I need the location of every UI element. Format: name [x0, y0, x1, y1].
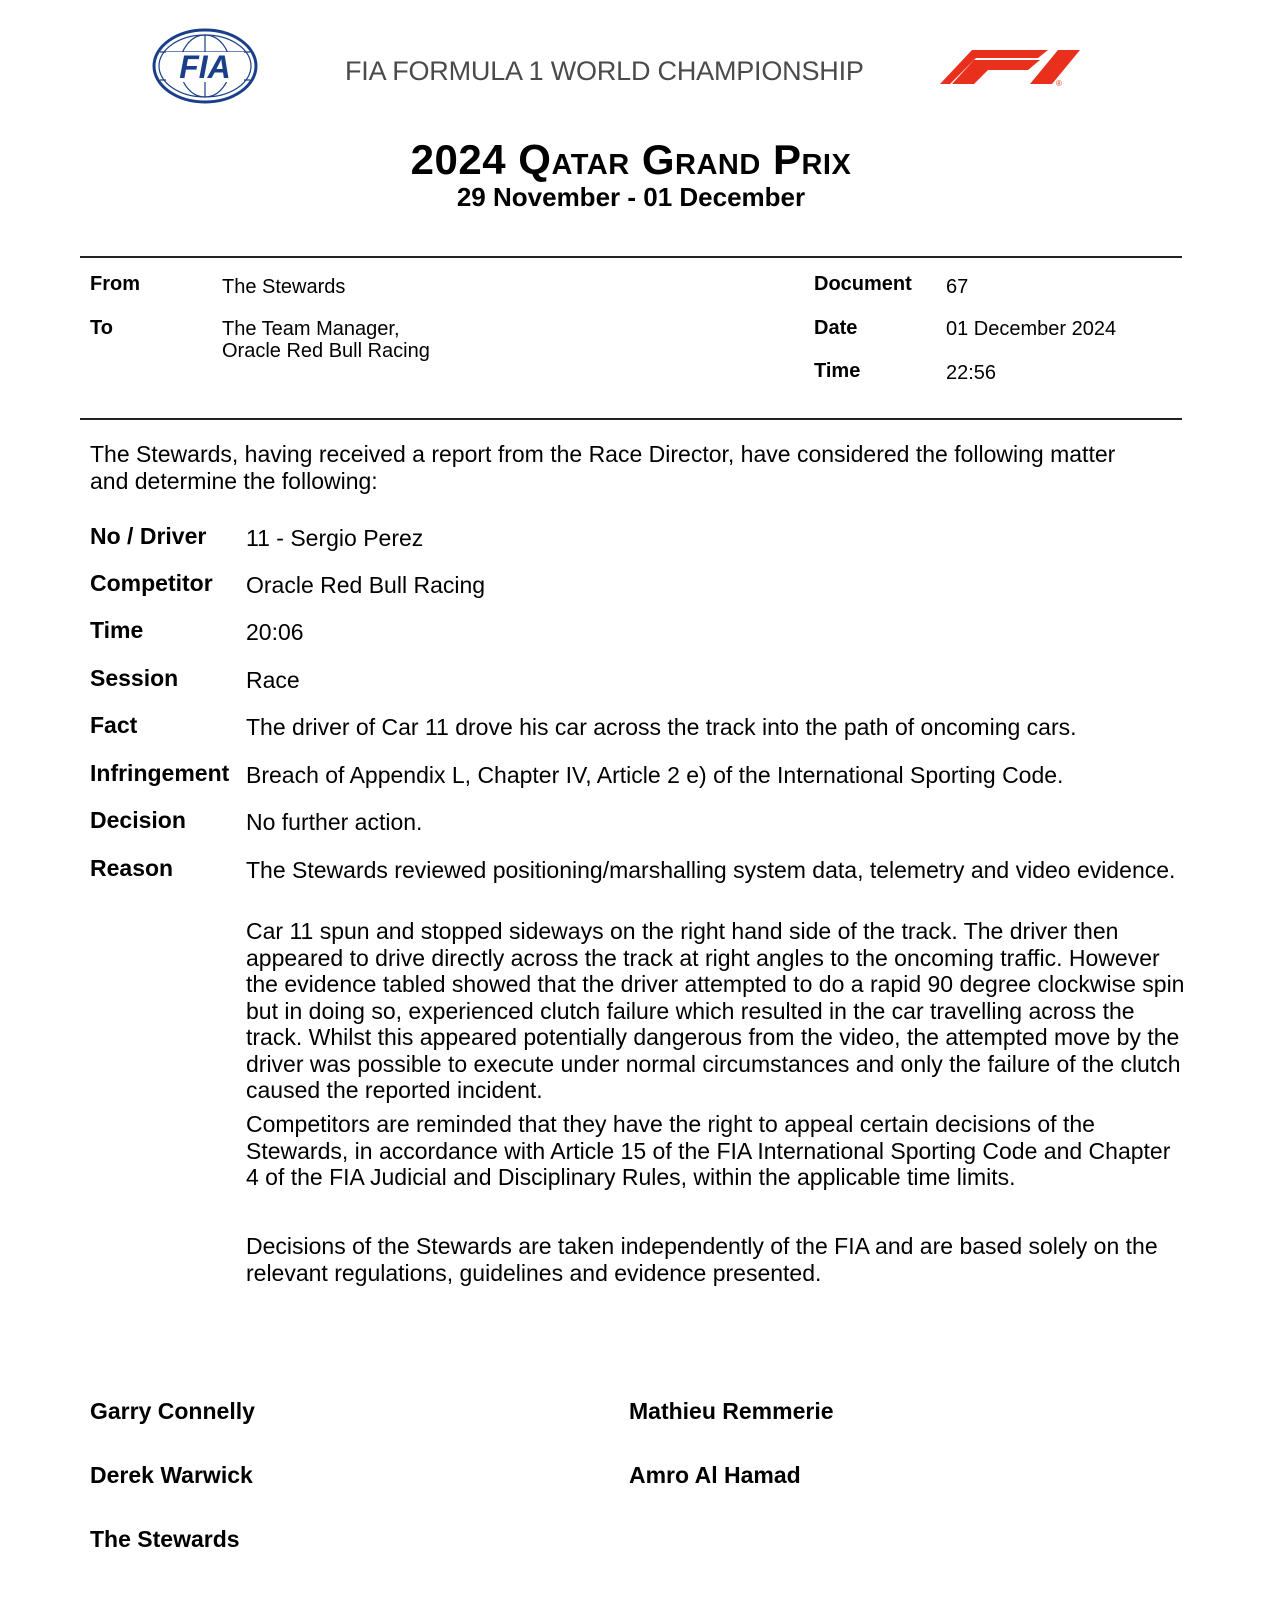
reason-paragraph: Car 11 spun and stopped sideways on the right hand side of the track. The driver then appeared to drive directly across the track at right angles to the oncoming traffic. However the evidence tabled showed that the driver attempted to do a rapid 90 degree clockwise spin but in doing so, experienced clutch failure which resulted in the car travelling across the track. Whilst this appeared potentially dangerous from the video, the attempted move by the driver was possible to execute under normal circumstances and only the failure of the clutch caused the reported incident. [246, 918, 1185, 1103]
infringement-label: Infringement [90, 760, 230, 786]
fia-logo [152, 28, 258, 104]
event-year: 2024 [410, 136, 507, 183]
driver-label: No / Driver [90, 523, 207, 549]
fact-label: Fact [90, 712, 138, 738]
steward-name: Amro Al Hamad [629, 1462, 801, 1488]
event-name: Qatar Grand Prix [518, 136, 852, 183]
from-label: From [90, 273, 140, 295]
f1-logo [930, 44, 1082, 88]
infringement-value: Breach of Appendix L, Chapter IV, Article 2 e) of the International Sporting Code. [246, 762, 1064, 788]
steward-name: Garry Connelly [90, 1398, 255, 1424]
to-label: To [90, 317, 113, 339]
decision-label: Decision [90, 807, 186, 833]
svg-text:®: ® [1056, 79, 1062, 88]
document-label: Document [814, 273, 912, 295]
incident-time-label: Time [90, 617, 144, 643]
competitor-label: Competitor [90, 570, 213, 596]
document-value: 67 [946, 276, 969, 298]
reason-paragraph: The Stewards reviewed positioning/marshalling system data, telemetry and video evidence. [246, 857, 1176, 883]
reason-label: Reason [90, 855, 174, 881]
session-value: Race [246, 667, 300, 693]
intro-text: The Stewards, having received a report from the Race Director, have considered the following matter and determine the following: [90, 441, 1116, 494]
incident-time-value: 20:06 [246, 619, 304, 645]
from-value: The Stewards [222, 276, 346, 298]
date-label: Date [814, 317, 858, 339]
divider [80, 418, 1182, 420]
steward-name: Derek Warwick [90, 1462, 253, 1488]
event-dates: 29 November - 01 December [456, 182, 806, 212]
championship-title: FIA FORMULA 1 WORLD CHAMPIONSHIP [345, 56, 864, 86]
to-line1: The Team Manager, [222, 318, 400, 340]
appeal-paragraph: Competitors are reminded that they have the right to appeal certain decisions of the Stewards, in accordance with Article 15 of the FIA International Sporting Code and Chapter 4 of the FIA Judicial and Disciplinary Rules, within the applicable time limits. [246, 1111, 1171, 1190]
svg-text:FIA: FIA [179, 49, 231, 85]
time-label: Time [814, 360, 861, 382]
competitor-value: Oracle Red Bull Racing [246, 572, 486, 598]
to-line2: Oracle Red Bull Racing [222, 340, 430, 362]
driver-value: 11 - Sergio Perez [246, 525, 424, 551]
fact-value: The driver of Car 11 drove his car across the track into the path of oncoming cars. [246, 714, 1077, 740]
session-label: Session [90, 665, 179, 691]
stewards-footer: The Stewards [90, 1526, 240, 1552]
decision-value: No further action. [246, 809, 423, 835]
date-value: 01 December 2024 [946, 318, 1117, 340]
event-title [0, 136, 1262, 184]
independence-paragraph: Decisions of the Stewards are taken independently of the FIA and are based solely on the relevant regulations, guidelines and evidence presented. [246, 1233, 1158, 1286]
steward-name: Mathieu Remmerie [629, 1398, 834, 1424]
divider [80, 256, 1182, 258]
time-value: 22:56 [946, 362, 997, 384]
